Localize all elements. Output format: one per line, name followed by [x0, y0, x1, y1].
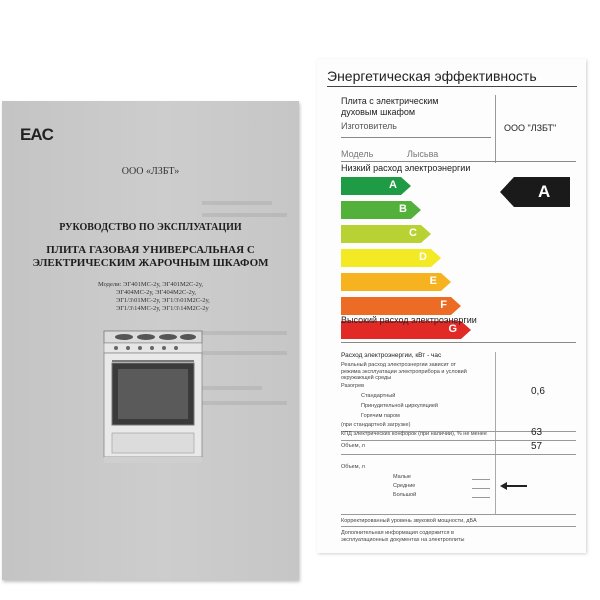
manufacturer-value: ООО "ЛЗБТ" [504, 123, 557, 133]
divider [341, 526, 576, 527]
divider [472, 488, 490, 489]
energy-class-bar [341, 201, 421, 219]
divider [495, 352, 496, 514]
volume-key-2: Объем, л [341, 464, 365, 470]
volume-key: Объем, л [341, 443, 365, 449]
size-medium: Средние [393, 483, 416, 489]
product-type-line1: Плита с электрическим [341, 96, 439, 106]
manual-models-line: ЭГ404МС-2у, ЭГ404М2С-2у, [116, 289, 196, 296]
model-value: Лысьва [407, 149, 439, 159]
noise-key: Корректированный уровень звуковой мощности, дБА [341, 518, 477, 524]
consumption-note-line: окружающей среды [341, 375, 392, 381]
energy-label-title: Энергетическая эффективность [327, 68, 577, 87]
size-small: Малые [393, 474, 411, 480]
product-type-line2: духовым шкафом [341, 107, 416, 117]
divider [341, 342, 576, 343]
energy-class-bar [341, 249, 441, 267]
volume-value: 57 [531, 441, 543, 452]
manual-models [98, 281, 288, 313]
consumption-value: 0,6 [531, 386, 545, 397]
energy-class-bar [341, 225, 431, 243]
consumption-title: Расход электроэнергии, кВт - час [341, 352, 442, 359]
divider [341, 514, 576, 515]
divider [495, 95, 496, 163]
divider [341, 161, 576, 162]
energy-class-letter: B [399, 203, 407, 215]
extra-info [341, 530, 464, 543]
energy-class-bar [341, 273, 451, 291]
manual-product-line2: ЭЛЕКТРИЧЕСКИМ ЖАРОЧНЫМ ШКАФОМ [32, 257, 269, 269]
energy-class-tip [451, 297, 461, 315]
size-large: Большой [393, 492, 417, 498]
consumption-note-line: режима эксплуатации электроприбора и условий [341, 368, 467, 375]
efficiency-key: КПД электрических конфорок (при наличии), % не менее [341, 431, 487, 437]
forced-circulation-key: Принудительной циркуляцией [361, 403, 438, 409]
divider [472, 479, 490, 480]
energy-class-bar [341, 297, 461, 315]
rated-class-letter: A [538, 182, 551, 201]
energy-class-fill [341, 249, 431, 267]
standard-key: Стандартный [361, 393, 396, 399]
energy-class-letter: E [429, 275, 437, 287]
faint-text [202, 351, 287, 355]
faint-text [202, 331, 287, 335]
energy-class-letter: G [448, 323, 457, 335]
energy-class-letter: A [389, 179, 397, 191]
energy-label [317, 59, 586, 553]
manufacturer-key: Изготовитель [341, 121, 397, 131]
divider [341, 137, 491, 138]
energy-class-fill [341, 297, 451, 315]
energy-class-tip [431, 249, 441, 267]
size-arrow-line [503, 485, 527, 487]
manual-product-line1: ПЛИТА ГАЗОВАЯ УНИВЕРСАЛЬНАЯ С [46, 244, 255, 256]
manual-models-line: Модели: ЭГ401МС-2у, ЭГ401М2С-2у, [98, 281, 204, 288]
low-consumption-label: Низкий расход электроэнергии [341, 163, 471, 173]
manual-product-title [2, 244, 299, 270]
energy-class-letter: F [440, 299, 447, 311]
faint-text [202, 386, 262, 390]
energy-class-tip [411, 201, 421, 219]
heating-key: Разогрев [341, 383, 365, 389]
extra-info-line: эксплуатационных документах на электроплиты [341, 536, 465, 543]
indicator-arrow-icon [500, 177, 514, 207]
manual-company: ООО «ЛЗБТ» [121, 166, 180, 177]
instruction-manual [2, 101, 299, 580]
hot-air-key: Горячим паром [361, 413, 400, 419]
energy-class-fill [341, 273, 441, 291]
divider [472, 497, 490, 498]
faint-text [202, 213, 287, 217]
eac-mark: EAC [20, 125, 53, 144]
manual-title: РУКОВОДСТВО ПО ЭКСПЛУАТАЦИИ [59, 222, 242, 233]
faint-text [202, 201, 272, 205]
consumption-note [341, 362, 491, 382]
manual-models-line: ЭГ1/3\14МС-2у, ЭГ1/3\14М2С-2у [116, 305, 209, 312]
efficiency-value: 63 [531, 427, 543, 438]
manual-models-line: ЭГ1/3\01МС-2у, ЭГ1/3\01М2С-2у, [116, 297, 210, 304]
faint-text [202, 401, 287, 405]
high-consumption-label: Высокий расход электроэнергии [341, 315, 477, 325]
standard-load-note: (при стандартной загрузке) [341, 422, 411, 428]
energy-class-tip [441, 273, 451, 291]
energy-class-bar [341, 177, 411, 195]
energy-class-letter: D [419, 251, 427, 263]
stove-illustration [98, 323, 208, 471]
energy-class-tip [421, 225, 431, 243]
divider [341, 454, 576, 455]
energy-class-letter: C [409, 227, 417, 239]
extra-info-line: Дополнительная информация содержится в [341, 530, 454, 536]
energy-class-tip [401, 177, 411, 195]
product-type [341, 96, 491, 118]
model-key: Модель [341, 149, 374, 159]
rated-class-indicator [500, 177, 570, 207]
consumption-note-line: Реальный расход электроэнергии зависит от [341, 362, 457, 368]
